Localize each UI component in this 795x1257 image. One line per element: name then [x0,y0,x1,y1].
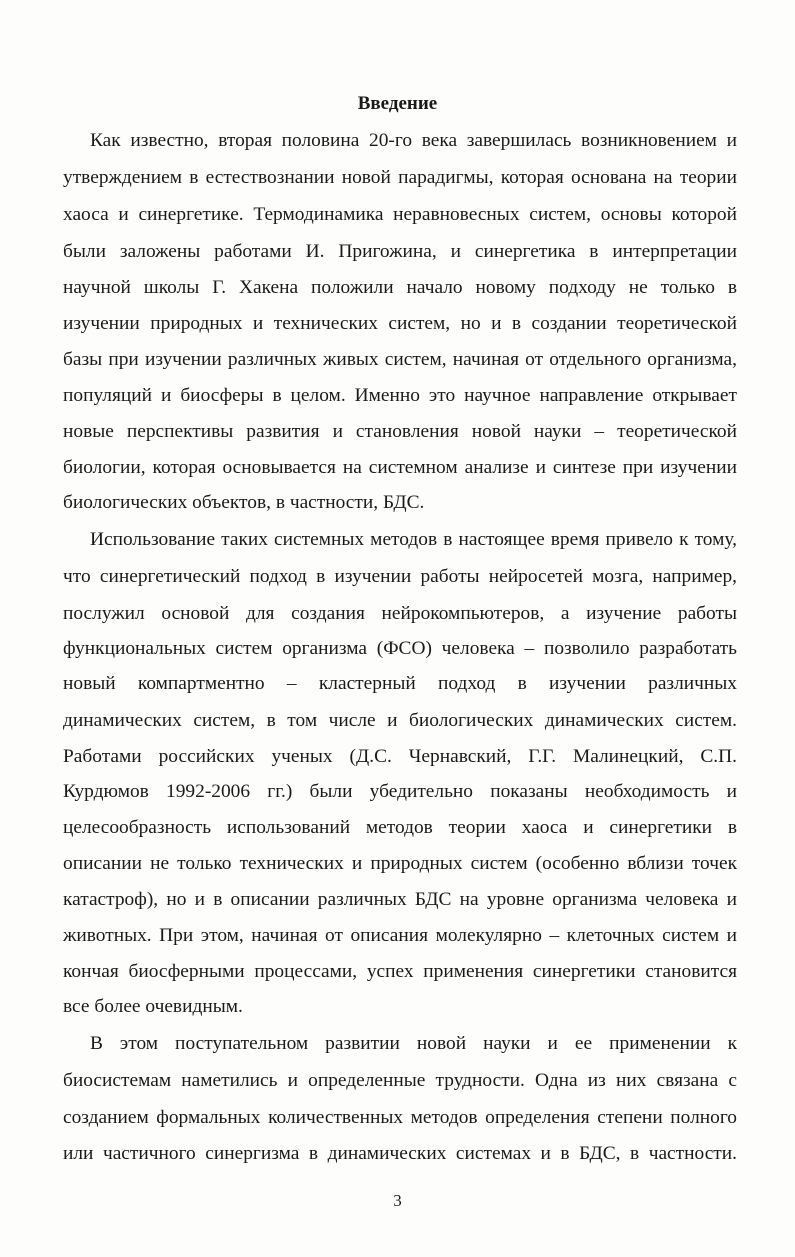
text-line: все более очевидным. [63,996,243,1017]
text-line: биологических объектов, в частности, БДС. [63,492,425,513]
text-line: динамических систем, в том числе и биологических динамических систем. [63,710,737,731]
text-line: животных. При этом, начиная от описания молекулярно – клеточных систем и [63,925,737,946]
text-line: послужил основой для создания нейрокомпьютеров, а изучение работы [63,603,737,624]
text-line: Курдюмов 1992-2006 гг.) были убедительно показаны необходимость и [63,781,737,802]
text-line: катастроф), но и в описании различных БДС на уровне организма человека и [63,889,737,910]
text-line: базы при изучении различных живых систем, начиная от отдельного организма, [63,349,737,370]
text-line: популяций и биосферы в целом. Именно это научное направление открывает [63,385,737,406]
text-line: биосистемам наметились и определенные трудности. Одна из них связана с [63,1070,737,1091]
text-line: созданием формальных количественных методов определения степени полного [63,1107,737,1128]
section-heading: Введение [357,93,438,114]
page-number: 3 [393,1191,402,1210]
text-line: новые перспективы развития и становления новой науки – теоретической [63,421,737,442]
text-line: изучении природных и технических систем, но и в создании теоретической [63,313,737,334]
text-line: целесообразность использований методов теории хаоса и синергетики в [63,817,737,838]
text-line: кончая биосферными процессами, успех применения синергетики становится [63,961,737,982]
text-line: что синергетический подход в изучении работы нейросетей мозга, например, [63,566,737,587]
text-line: утверждением в естествознании новой парадигмы, которая основана на теории [63,167,737,188]
text-line: или частичного синергизма в динамических системах и в БДС, в частности. [63,1143,737,1164]
text-line: Использование таких системных методов в настоящее время привело к тому, [90,529,737,550]
text-line: В этом поступательном развитии новой науки и ее применении к [90,1033,737,1054]
text-line: новый компартментно – кластерный подход в изучении различных [63,673,737,694]
text-line: Работами российских ученых (Д.С. Чернавский, Г.Г. Малинецкий, С.П. [63,746,737,767]
text-line: биологии, которая основывается на системном анализе и синтезе при изучении [63,457,737,478]
text-line: были заложены работами И. Пригожина, и синергетика в интерпретации [63,241,737,262]
text-line: функциональных систем организма (ФСО) человека – позволило разработать [63,638,737,659]
text-line: хаоса и синергетике. Термодинамика неравновесных систем, основы которой [63,204,737,225]
text-line: Как известно, вторая половина 20-го века завершилась возникновением и [90,130,737,151]
text-line: описании не только технических и природных систем (особенно вблизи точек [63,853,737,874]
text-line: научной школы Г. Хакена положили начало новому подходу не только в [63,277,737,298]
